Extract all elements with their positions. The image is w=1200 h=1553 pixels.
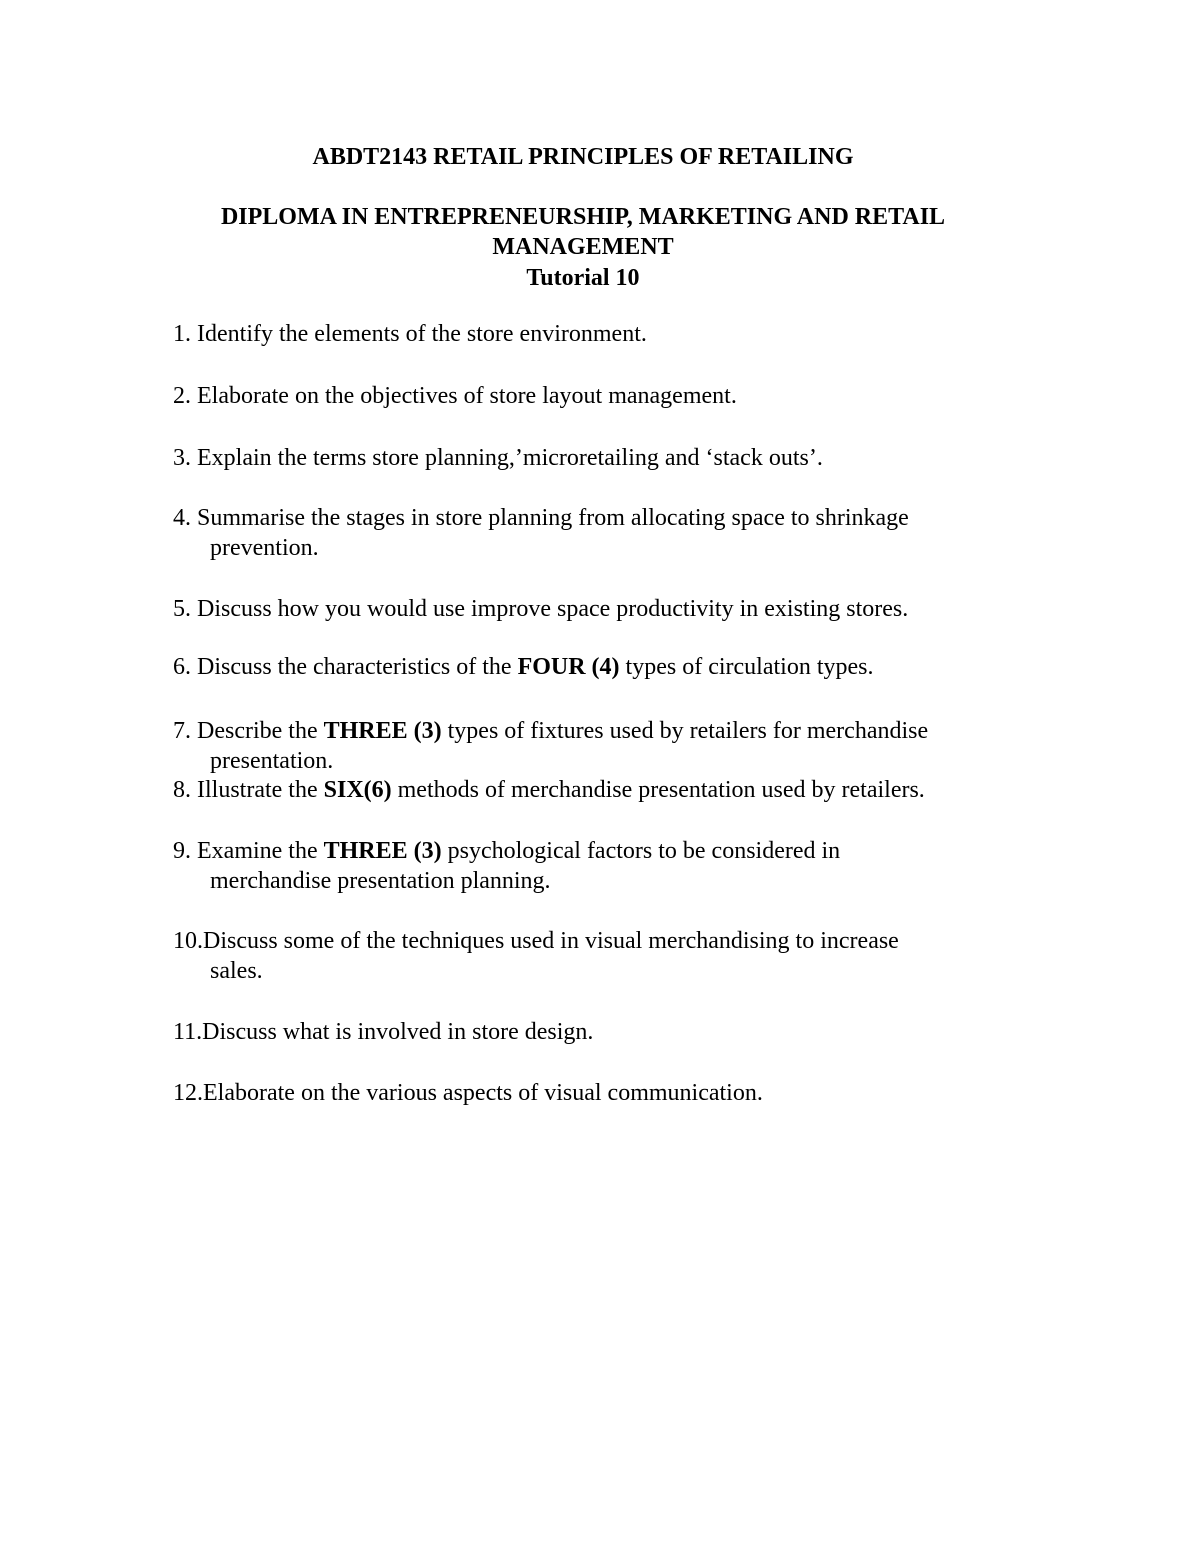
question-number: 3.: [173, 445, 191, 471]
question-number: 5.: [173, 596, 191, 622]
question-number: 8.: [173, 777, 191, 803]
question-text-lead: Examine the: [197, 838, 324, 864]
question-text-tail: psychological factors to be considered in: [441, 838, 841, 864]
question-number: 4.: [173, 505, 191, 531]
question-text-tail: types of fixtures used by retailers for merchandise: [441, 718, 929, 744]
question-emphasis: THREE (3): [323, 838, 442, 864]
question-number: 12.: [173, 1080, 203, 1106]
question-3: [173, 443, 823, 473]
question-12: [173, 1078, 763, 1108]
question-text: Discuss some of the techniques used in visual merchandising to increase: [203, 928, 899, 954]
question-number: 1.: [173, 321, 191, 347]
question-7: [173, 716, 928, 776]
question-number: 2.: [173, 383, 191, 409]
question-number: 10.: [173, 928, 203, 954]
tutorial-title: Tutorial 10: [526, 265, 640, 291]
question-8: [173, 775, 925, 805]
question-10: [173, 926, 899, 986]
program-title-line-1: DIPLOMA IN ENTREPRENEURSHIP, MARKETING AND RETAIL: [220, 204, 946, 230]
question-number: 7.: [173, 718, 191, 744]
question-text: Identify the elements of the store environment.: [197, 321, 647, 347]
question-text-tail: types of circulation types.: [619, 654, 874, 680]
question-text: Explain the terms store planning,’microretailing and ‘stack outs’.: [197, 445, 823, 471]
question-9: [173, 836, 840, 896]
question-text-tail: methods of merchandise presentation used by retailers.: [391, 777, 925, 803]
question-text: Discuss how you would use improve space productivity in existing stores.: [197, 596, 909, 622]
question-emphasis: FOUR (4): [517, 654, 620, 680]
question-continuation: sales.: [210, 958, 263, 984]
question-text-lead: Discuss the characteristics of the: [197, 654, 518, 680]
question-text: Elaborate on the various aspects of visual communication.: [203, 1080, 763, 1106]
question-text: Elaborate on the objectives of store layout management.: [197, 383, 737, 409]
course-title: ABDT2143 RETAIL PRINCIPLES OF RETAILING: [312, 144, 854, 170]
question-5: [173, 594, 908, 624]
question-1: [173, 319, 647, 349]
question-11: [173, 1017, 593, 1047]
program-title-line-2: MANAGEMENT: [492, 234, 674, 260]
question-number: 9.: [173, 838, 191, 864]
question-text-lead: Describe the: [197, 718, 324, 744]
question-2: [173, 381, 737, 411]
question-emphasis: SIX(6): [323, 777, 392, 803]
question-6: [173, 652, 873, 682]
question-text-lead: Illustrate the: [197, 777, 324, 803]
question-continuation: presentation.: [210, 748, 334, 774]
question-continuation: merchandise presentation planning.: [210, 868, 551, 894]
question-4: [173, 503, 909, 563]
question-number: 11.: [173, 1019, 203, 1045]
question-number: 6.: [173, 654, 191, 680]
question-text: Discuss what is involved in store design.: [202, 1019, 594, 1045]
question-text: Summarise the stages in store planning from allocating space to shrinkage: [197, 505, 909, 531]
question-continuation: prevention.: [210, 535, 319, 561]
question-emphasis: THREE (3): [323, 718, 442, 744]
